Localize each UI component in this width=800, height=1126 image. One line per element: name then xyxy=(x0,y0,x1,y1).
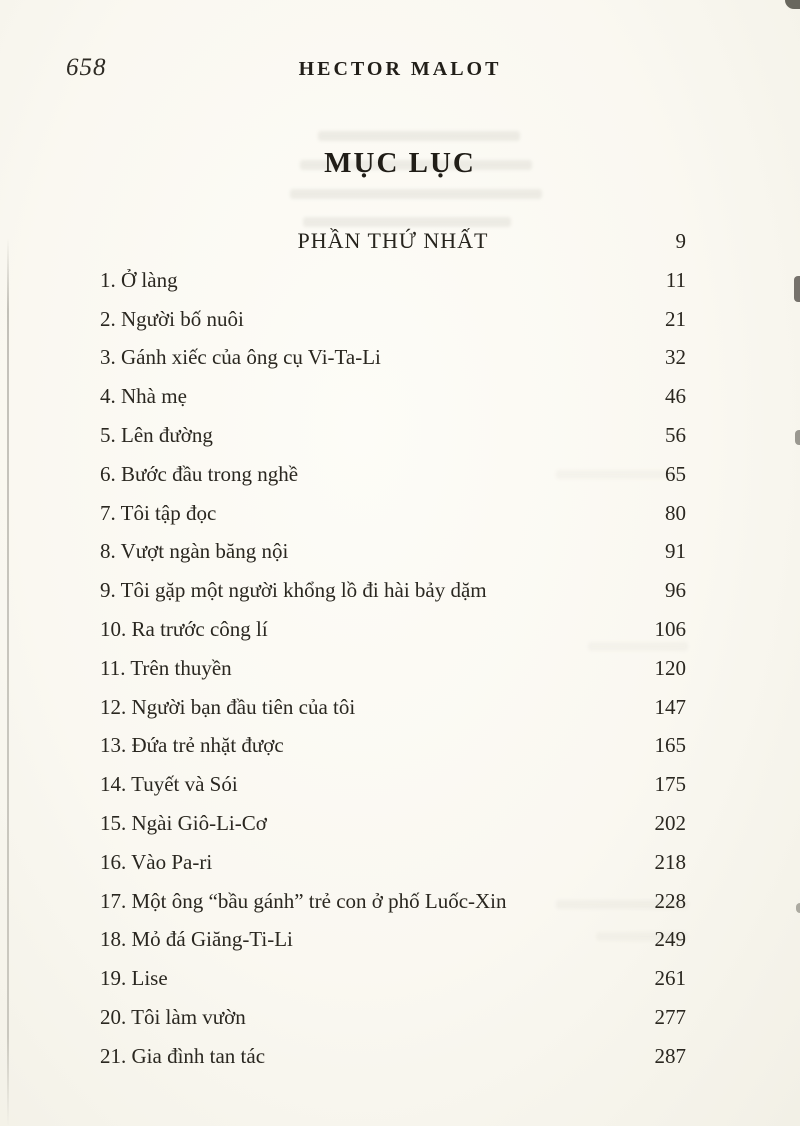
toc-entry-row xyxy=(100,882,686,921)
toc-entry-row xyxy=(100,377,686,416)
toc-entry-label: 21. Gia đình tan tác xyxy=(100,1043,266,1068)
toc-entry-label: 16. Vào Pa-ri xyxy=(100,849,213,874)
toc-section-row xyxy=(100,222,686,261)
scan-edge-mark-artifact xyxy=(794,276,800,302)
toc-entry-page-number: 21 xyxy=(665,306,686,331)
scan-edge-mark-artifact xyxy=(795,430,800,445)
toc-entry-row xyxy=(100,688,686,727)
toc-entry-row xyxy=(100,338,686,377)
toc-entry-page-number: 147 xyxy=(654,694,686,719)
toc-title: MỤC LỤC xyxy=(324,147,476,179)
toc-entry-label: 3. Gánh xiếc của ông cụ Vi-Ta-Li xyxy=(100,345,381,370)
toc-entry-page-number: 56 xyxy=(665,422,686,447)
toc-entry-page-number: 165 xyxy=(654,733,686,758)
running-head-author: HECTOR MALOT xyxy=(298,58,502,80)
toc-entry-label: 5. Lên đường xyxy=(100,422,213,447)
toc-entry-label: 12. Người bạn đầu tiên của tôi xyxy=(100,694,356,719)
toc-entry-label: 10. Ra trước công lí xyxy=(100,616,268,641)
toc-entry-row xyxy=(100,494,686,533)
toc-entry-row xyxy=(100,765,686,804)
toc-entry-row xyxy=(100,455,686,494)
toc-entry-label: 4. Nhà mẹ xyxy=(100,384,187,409)
scan-edge-line-artifact xyxy=(7,238,9,1126)
toc-entry-page-number: 106 xyxy=(654,616,686,641)
toc-entry-page-number: 261 xyxy=(654,966,686,991)
toc-entry-row xyxy=(100,959,686,998)
toc-entry-page-number: 96 xyxy=(665,578,686,603)
bleed-through-artifact xyxy=(290,189,542,199)
toc-entry-row xyxy=(100,300,686,339)
toc-entry-page-number: 249 xyxy=(654,927,686,952)
toc-entry-page-number: 32 xyxy=(665,345,686,370)
toc-entry-page-number: 287 xyxy=(654,1043,686,1068)
toc-entry-page-number: 65 xyxy=(665,461,686,486)
toc-entry-label: 14. Tuyết và Sói xyxy=(100,772,238,797)
toc-entry-label: 13. Đứa trẻ nhặt được xyxy=(100,733,284,758)
toc-entry-row xyxy=(100,571,686,610)
toc-entry-row xyxy=(100,1037,686,1076)
toc-entry-page-number: 91 xyxy=(665,539,686,564)
scan-corner-mark-artifact xyxy=(785,0,800,9)
toc-section-label: PHẦN THỨ NHẤT xyxy=(297,228,489,253)
toc-entry-label: 19. Lise xyxy=(100,966,168,991)
toc-entry-label: 17. Một ông “bầu gánh” trẻ con ở phố Luốc-Xin xyxy=(100,888,507,913)
page-header xyxy=(0,56,800,88)
toc-entry-page-number: 46 xyxy=(665,384,686,409)
toc-entry-row xyxy=(100,726,686,765)
toc-entry-label: 1. Ở làng xyxy=(100,267,178,292)
toc-entry-row xyxy=(100,920,686,959)
bleed-through-artifact xyxy=(318,131,520,141)
toc-entry-row xyxy=(100,804,686,843)
toc-entry-row xyxy=(100,998,686,1037)
toc-section-page-number: 9 xyxy=(675,229,686,253)
toc-entry-row xyxy=(100,416,686,455)
toc-entry-row xyxy=(100,649,686,688)
toc-entry-row xyxy=(100,532,686,571)
toc-entry-page-number: 11 xyxy=(665,267,686,292)
scan-edge-mark-artifact xyxy=(796,903,800,913)
toc-entry-label: 2. Người bố nuôi xyxy=(100,306,244,331)
toc-entry-label: 6. Bước đầu trong nghề xyxy=(100,461,299,486)
toc-entry-label: 18. Mỏ đá Giăng-Ti-Li xyxy=(100,927,293,952)
toc-entry-page-number: 120 xyxy=(654,655,686,680)
toc-entry-page-number: 175 xyxy=(654,772,686,797)
toc-entry-label: 15. Ngài Giô-Li-Cơ xyxy=(100,810,267,835)
toc-entry-page-number: 80 xyxy=(665,500,686,525)
toc-entry-label: 11. Trên thuyền xyxy=(100,655,232,680)
toc-entry-row xyxy=(100,610,686,649)
toc-entry-page-number: 218 xyxy=(654,849,686,874)
toc-entry-label: 20. Tôi làm vườn xyxy=(100,1004,246,1029)
toc-entry-label: 9. Tôi gặp một người khổng lồ đi hài bảy dặm xyxy=(100,578,487,603)
page-folio-number: 658 xyxy=(66,54,107,81)
toc-entry-label: 8. Vượt ngàn băng nội xyxy=(100,539,289,564)
toc-entry-label: 7. Tôi tập đọc xyxy=(100,500,217,525)
toc-entry-page-number: 202 xyxy=(654,810,686,835)
toc-entry-row xyxy=(100,843,686,882)
toc-entry-row xyxy=(100,261,686,300)
toc-entry-page-number: 228 xyxy=(654,888,686,913)
toc-list xyxy=(100,222,686,1076)
toc-entry-page-number: 277 xyxy=(654,1004,686,1029)
